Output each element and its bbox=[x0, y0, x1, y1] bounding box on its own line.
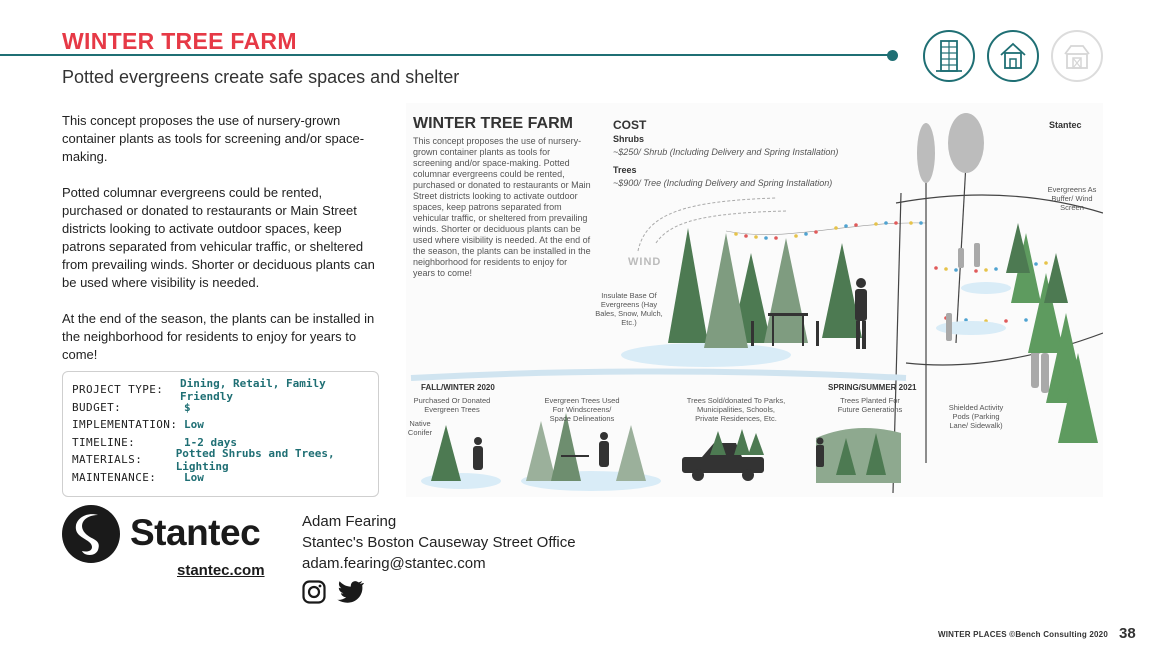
spring-season-label: SPRING/SUMMER 2021 bbox=[828, 383, 917, 392]
page-title: WINTER TREE FARM bbox=[62, 28, 297, 54]
project-label: MATERIALS: bbox=[72, 453, 143, 467]
project-label: BUDGET: bbox=[72, 400, 122, 414]
barn-icon[interactable] bbox=[1051, 30, 1103, 82]
cost-heading: COST bbox=[613, 118, 647, 132]
title-divider-dot bbox=[887, 50, 898, 61]
wind-label: WIND bbox=[628, 256, 662, 268]
project-label: TIMELINE: bbox=[72, 435, 136, 449]
brand-name: Stantec bbox=[130, 512, 261, 553]
contact-email[interactable]: adam.fearing@stantec.com bbox=[302, 555, 486, 572]
illustration-text: This concept proposes the use of nursery-grown container plants as tools for screening and/or space-making. Potted columnar evergreens could be rented, purchased or donated to restaurants or Main Street districts looking to activate outdoor spaces, keep patrons separated from vehicular traffic, or sheltered from prevailing winds. Shorter or deciduous plants can be used where visibility is needed. At the end of the season, the plants can be installed in the neighborhood for residents to enjoy for years to come! bbox=[413, 136, 591, 278]
timeline-step-4: Trees Planted For Future Generations bbox=[837, 396, 903, 414]
stantec-logo-icon bbox=[60, 503, 122, 570]
project-details-box bbox=[62, 371, 379, 497]
building-icon[interactable] bbox=[923, 30, 975, 82]
project-value: 1-2 days bbox=[184, 435, 237, 449]
page-subtitle: Potted evergreens create safe spaces and shelter bbox=[62, 67, 460, 87]
project-label: PROJECT TYPE: bbox=[72, 383, 164, 397]
description-paragraph: This concept proposes the use of nursery-grown container plants as tools for screening and/or space-making. bbox=[62, 113, 365, 164]
concept-illustration bbox=[406, 103, 1103, 497]
shrubs-price: ~$250/ Shrub (Including Delivery and Spring Installation) bbox=[613, 147, 839, 157]
contact-name: Adam Fearing bbox=[302, 513, 397, 530]
project-value: Low bbox=[184, 470, 204, 484]
illustration-logo-text: Stantec bbox=[1049, 120, 1082, 130]
description-paragraph: Potted columnar evergreens could be rented, purchased or donated to restaurants or Main Street districts looking to activate outdoor spaces, keep patrons separated from vehicular traffic, or sheltered from prevailing winds. Shorter or deciduous plants can be used where visibility is needed. bbox=[62, 185, 375, 290]
page-number: 38 bbox=[1119, 625, 1136, 642]
project-row bbox=[72, 416, 378, 434]
project-row bbox=[72, 376, 378, 403]
description-paragraph: At the end of the season, the plants can be installed in the neighborhood for residents to enjoy for years to come! bbox=[62, 311, 375, 362]
illustration-title: WINTER TREE FARM bbox=[413, 115, 573, 132]
trees-label: Trees bbox=[613, 165, 637, 175]
footer-credit: WINTER PLACES ©Bench Consulting 2020 bbox=[937, 630, 1108, 639]
title-divider bbox=[0, 54, 893, 56]
contact-block bbox=[302, 511, 576, 574]
timeline-step-2: Evergreen Trees Used For Windscreens/ Space Delineations bbox=[544, 396, 620, 423]
buffer-label: Evergreens As Buffer/ Wind Screen bbox=[1047, 185, 1097, 212]
project-value: Dining, Retail, Family Friendly bbox=[180, 376, 326, 403]
shrubs-label: Shrubs bbox=[613, 134, 645, 144]
project-row bbox=[72, 446, 378, 473]
description bbox=[62, 112, 384, 382]
social-links bbox=[302, 580, 364, 609]
shielded-label: Shielded Activity Pods (Parking Lane/ Sidewalk) bbox=[948, 403, 1004, 430]
project-label: MAINTENANCE: bbox=[72, 470, 157, 484]
timeline-step-3: Trees Sold/donated To Parks, Municipalities, Schools, Private Residences, Etc. bbox=[686, 396, 786, 423]
timeline-step-1: Purchased Or Donated Evergreen Trees bbox=[413, 396, 491, 414]
insulate-label: Insulate Base Of Evergreens (Hay Bales, Snow, Mulch, Etc.) bbox=[595, 291, 663, 327]
website-link[interactable]: stantec.com bbox=[177, 562, 265, 579]
project-value: Potted Shrubs and Trees, Lighting bbox=[175, 446, 335, 473]
project-value: Low bbox=[184, 418, 204, 432]
contact-office: Stantec's Boston Causeway Street Office bbox=[302, 534, 576, 551]
house-icon[interactable] bbox=[987, 30, 1039, 82]
native-conifer-label: Native Conifer bbox=[407, 419, 433, 437]
instagram-icon[interactable] bbox=[302, 580, 326, 609]
project-value: $ bbox=[184, 400, 191, 414]
twitter-icon[interactable] bbox=[336, 580, 364, 609]
trees-price: ~$900/ Tree (Including Delivery and Spring Installation) bbox=[613, 178, 833, 188]
fall-season-label: FALL/WINTER 2020 bbox=[421, 383, 495, 392]
project-label: IMPLEMENTATION: bbox=[72, 418, 178, 432]
